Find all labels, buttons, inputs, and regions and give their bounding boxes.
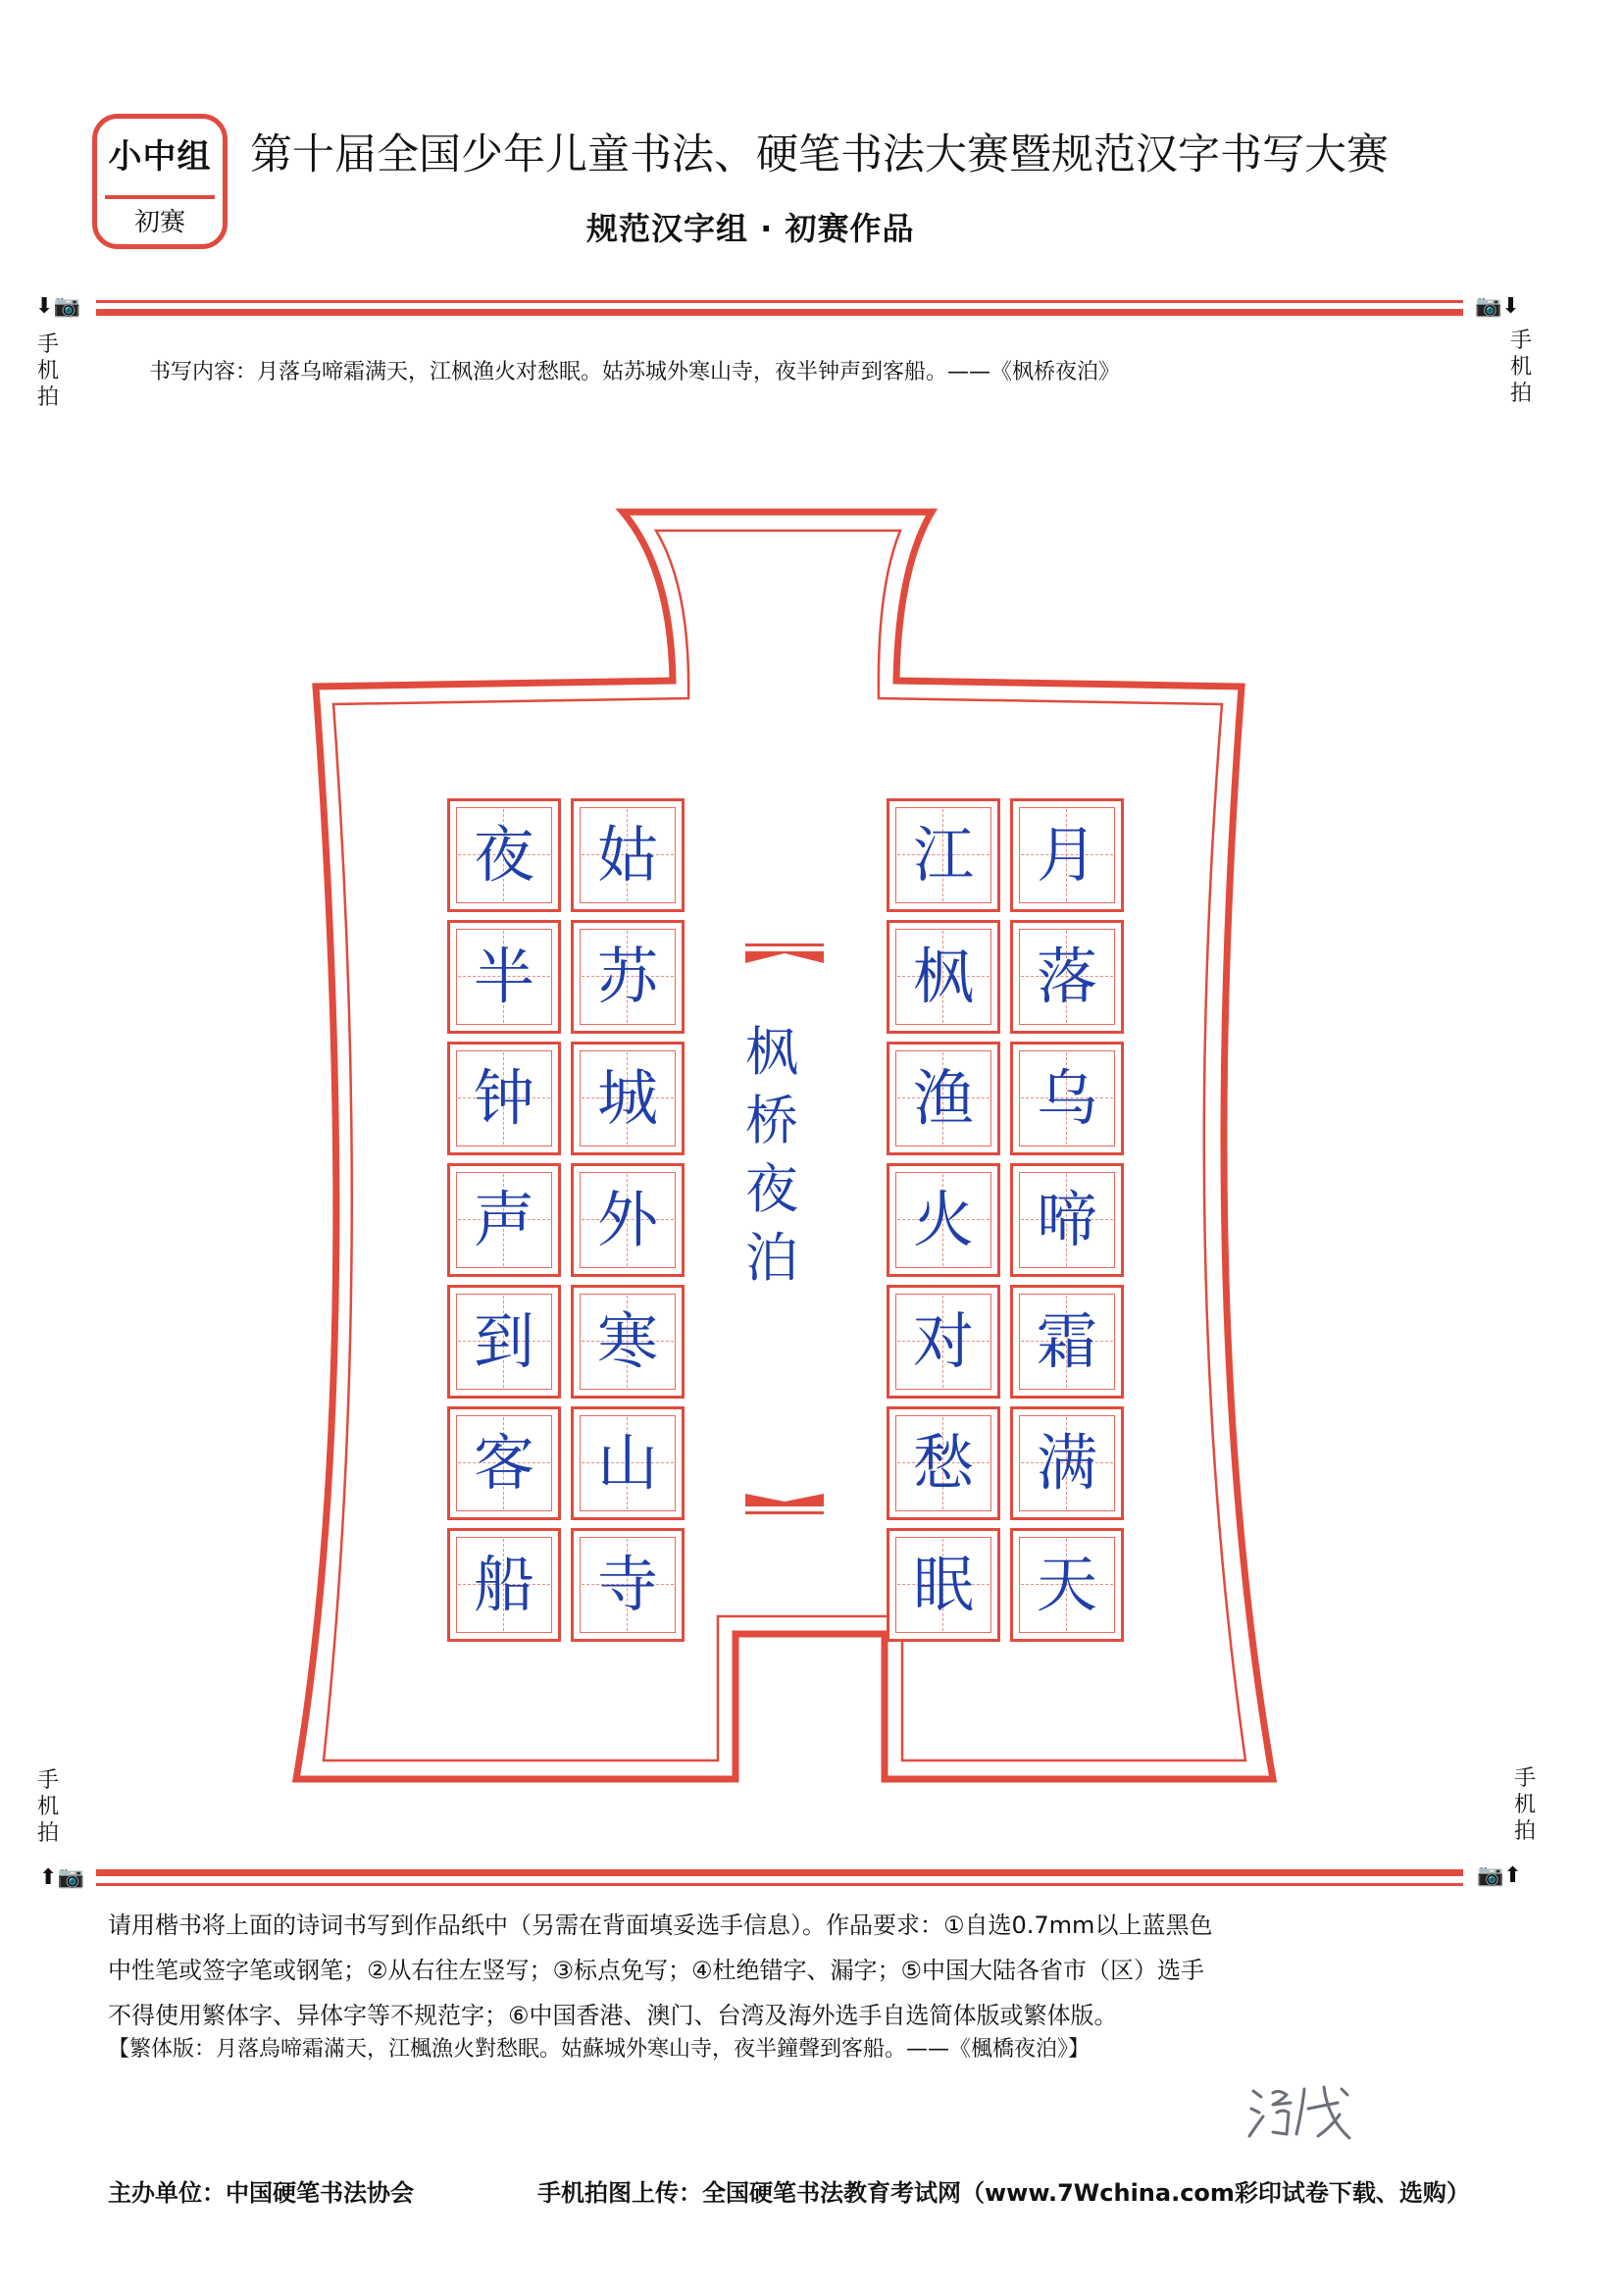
handwritten-char: 对 [912, 1305, 974, 1377]
grid-cell [571, 1163, 685, 1277]
grid-cell [571, 1042, 685, 1155]
handwritten-char: 寺 [596, 1549, 658, 1620]
grid-cell [1010, 1163, 1124, 1277]
handwritten-char: 天 [1036, 1549, 1097, 1620]
grid-cell [887, 798, 1000, 912]
handwritten-char: 到 [473, 1305, 534, 1377]
handwritten-char: 客 [473, 1427, 534, 1499]
title-marker-top [745, 943, 824, 963]
grid-cell [887, 1528, 1000, 1642]
title-marker-bottom [745, 1494, 824, 1514]
handwritten-char: 愁 [912, 1427, 974, 1499]
grid-cell [1010, 1042, 1124, 1155]
handwritten-char: 苏 [596, 941, 658, 1012]
grid-cell [887, 920, 1000, 1034]
handwritten-char: 月 [1036, 819, 1097, 891]
grid-cell [1010, 1406, 1124, 1520]
handwritten-char: 眠 [912, 1549, 974, 1620]
page-title: 第十届全国少年儿童书法、硬笔书法大赛暨规范汉字书写大赛 [250, 130, 1389, 179]
camera-icon: 📷 [1475, 294, 1502, 319]
grid-cell [447, 798, 561, 912]
camera-icon: 📷 [1477, 1863, 1504, 1888]
grid-cell [447, 1285, 561, 1399]
grid-cell [887, 1042, 1000, 1155]
poem-title [737, 1018, 806, 1302]
handwritten-char: 乌 [1036, 1062, 1097, 1134]
camera-marker-bl: ⬆📷 [39, 1865, 84, 1890]
grid-cell [1010, 798, 1124, 912]
bottom-rule-thick [96, 1869, 1463, 1876]
handwritten-char: 啼 [1036, 1184, 1097, 1255]
instruction-line: 请用楷书将上面的诗词书写到作品纸中（另需在背面填妥选手信息）。作品要求：①自选0.7mm以上蓝黑色 [108, 1912, 1213, 1939]
poem-title-char: 桥 [745, 1090, 798, 1151]
handwritten-char: 枫 [912, 941, 974, 1012]
handwritten-char: 城 [596, 1062, 658, 1134]
handwritten-signature [1243, 2079, 1361, 2148]
handwritten-char: 钟 [473, 1062, 534, 1134]
handwritten-char: 火 [912, 1184, 974, 1255]
handwritten-char: 渔 [912, 1062, 974, 1134]
upload-info: 手机拍图上传：全国硬笔书法教育考试网（www.7Wchina.com彩印试卷下载、选购） [537, 2179, 1470, 2207]
handwritten-char: 夜 [473, 819, 534, 891]
writing-content: 书写内容：月落乌啼霜满天，江枫渔火对愁眠。姑苏城外寒山寺，夜半钟声到客船。——《枫桥夜泊》 [149, 360, 1121, 384]
handwritten-char: 落 [1036, 941, 1097, 1012]
handwritten-char: 声 [473, 1184, 534, 1255]
handwritten-char: 霜 [1036, 1305, 1097, 1377]
camera-marker-tr: 📷⬇ [1475, 294, 1520, 319]
camera-icon: 📷 [53, 294, 80, 319]
poem-title-char: 泊 [745, 1227, 798, 1289]
grid-cell [887, 1285, 1000, 1399]
badge-group: 小中组 [108, 137, 212, 177]
instruction-line: 不得使用繁体字、异体字等不规范字；⑥中国香港、澳门、台湾及海外选手自选简体版或繁体版。 [108, 2002, 1118, 2029]
organizer: 主办单位：中国硬笔书法协会 [108, 2179, 414, 2207]
side-label-tr: 手机拍 [1509, 329, 1532, 406]
grid-cell [571, 1406, 685, 1520]
grid-cell [571, 1285, 685, 1399]
badge-stage: 初赛 [133, 208, 185, 237]
traditional-version: 【繁体版：月落烏啼霜滿天，江楓漁火對愁眠。姑蘇城外寒山寺，夜半鐘聲到客船。——《楓橋夜泊》】 [108, 2037, 1091, 2062]
handwritten-char: 船 [473, 1549, 534, 1620]
handwritten-char: 江 [912, 819, 974, 891]
grid-cell [447, 1528, 561, 1642]
handwritten-char: 姑 [596, 819, 658, 891]
poem-title-char: 枫 [745, 1021, 798, 1083]
instructions [108, 1903, 1481, 2038]
handwritten-char: 山 [596, 1427, 658, 1499]
camera-marker-tl: ⬇📷 [35, 294, 80, 319]
grid-cell [887, 1163, 1000, 1277]
grid-cell [571, 1528, 685, 1642]
handwritten-char: 外 [596, 1184, 658, 1255]
side-label-tl: 手机拍 [36, 332, 59, 410]
grid-cell [1010, 1285, 1124, 1399]
poem-title-char: 夜 [745, 1158, 798, 1220]
instruction-line: 中性笔或签字笔或钢笔；②从右往左竖写；③标点免写；④杜绝错字、漏字；⑤中国大陆各省市（区）选手 [108, 1957, 1205, 1984]
bottom-rule-thin [96, 1883, 1463, 1886]
side-label-br: 手机拍 [1513, 1766, 1536, 1844]
grid-cell [571, 798, 685, 912]
grid-cell [447, 1406, 561, 1520]
handwritten-char: 寒 [596, 1305, 658, 1377]
grid-cell [447, 920, 561, 1034]
grid-cell [1010, 1528, 1124, 1642]
camera-icon: 📷 [57, 1865, 84, 1890]
page-subtitle: 规范汉字组 · 初赛作品 [586, 210, 915, 247]
grid-cell [447, 1042, 561, 1155]
handwritten-char: 半 [473, 941, 534, 1012]
handwritten-char: 满 [1036, 1427, 1097, 1499]
side-label-bl: 手机拍 [36, 1768, 59, 1846]
grid-cell [1010, 920, 1124, 1034]
grid-cell [887, 1406, 1000, 1520]
grid-cell [447, 1163, 561, 1277]
camera-marker-br: 📷⬆ [1477, 1863, 1522, 1888]
grid-cell [571, 920, 685, 1034]
